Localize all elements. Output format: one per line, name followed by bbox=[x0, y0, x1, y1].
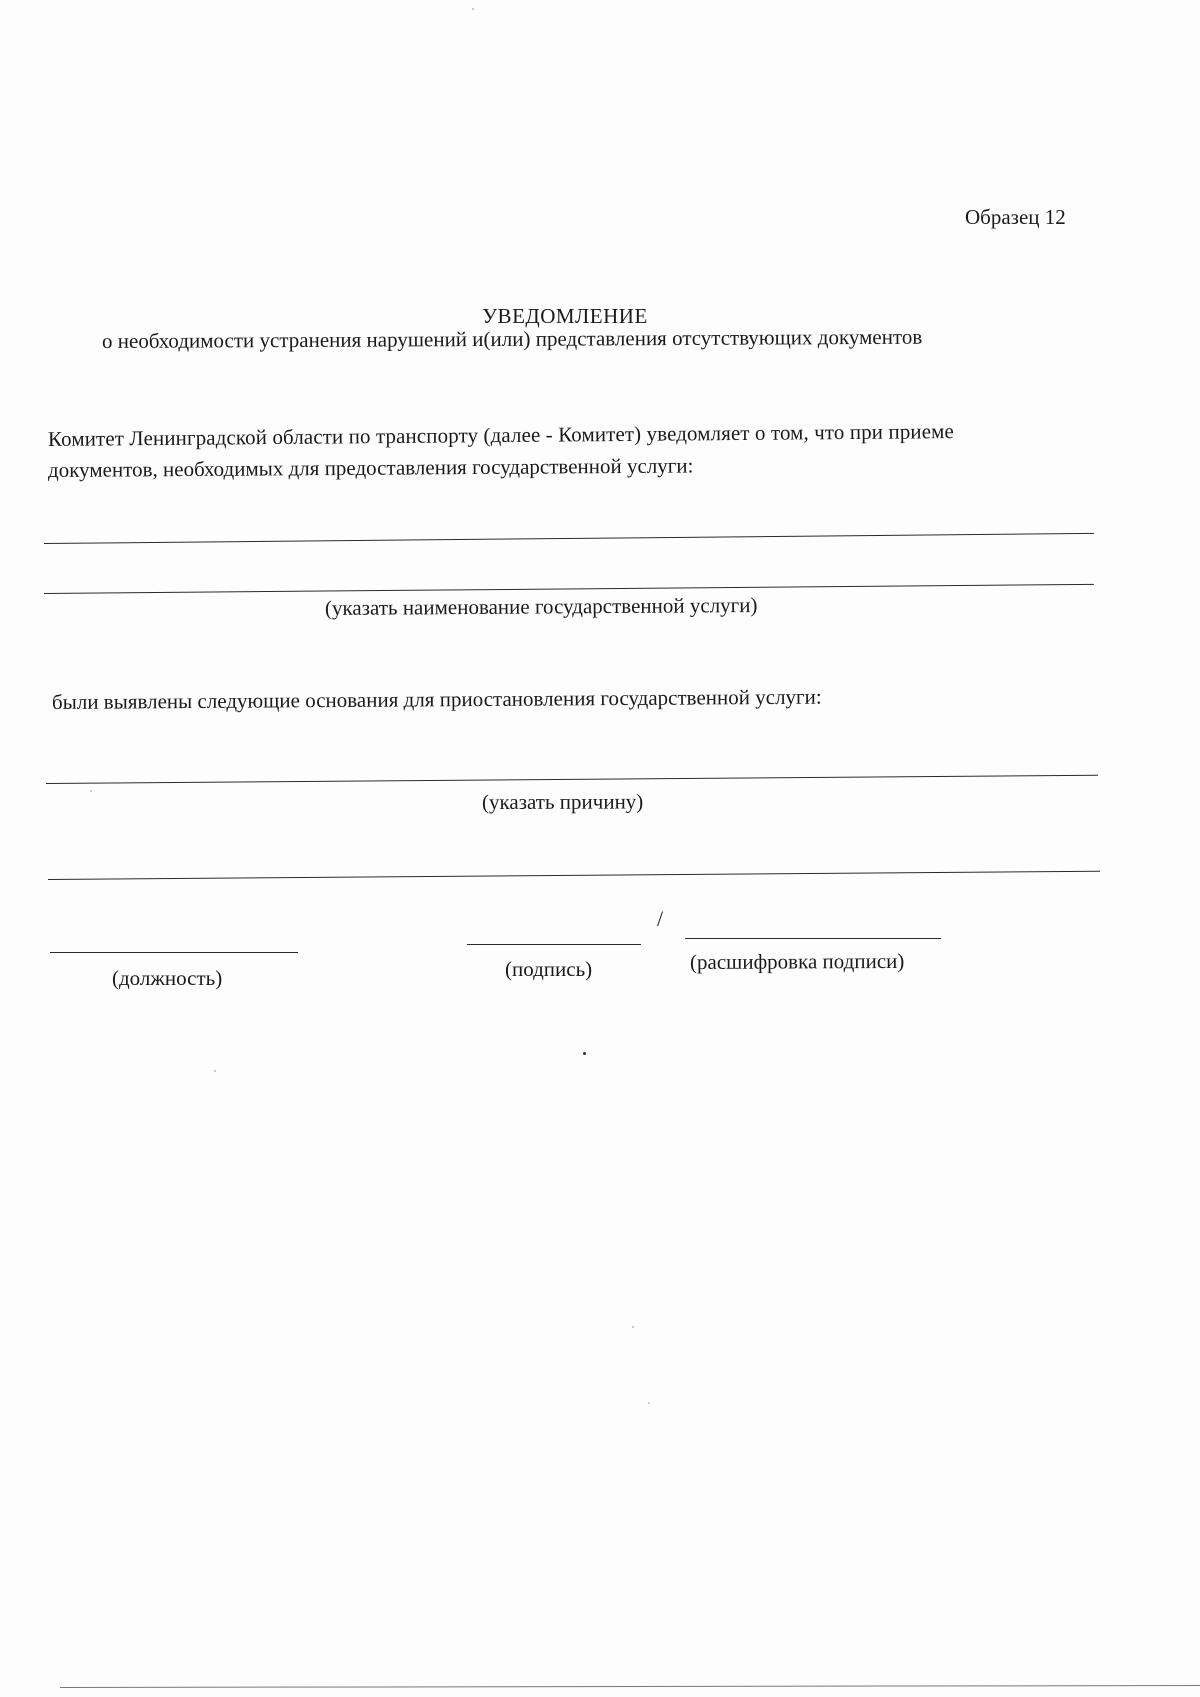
grounds-text: были выявлены следующие основания для приостановления государственной услуги: bbox=[51, 684, 822, 714]
body-text-line-2: документов, необходимых для предоставления государственной услуги: bbox=[47, 453, 694, 482]
signature-separator: / bbox=[657, 906, 664, 931]
scan-speck bbox=[90, 790, 92, 792]
reason-fill-line-1 bbox=[46, 775, 1098, 784]
scan-speck bbox=[214, 1070, 216, 1072]
scan-speck bbox=[648, 1402, 650, 1404]
sample-number: Образец 12 bbox=[965, 205, 1066, 229]
page-subtitle: о необходимости устранения нарушений и(или) представления отсутствующих документов bbox=[101, 324, 923, 353]
body-text-line-1: Комитет Ленинградской области по транспорту (далее - Комитет) уведомляет о том, что при приеме bbox=[47, 419, 955, 451]
reason-caption: (указать причину) bbox=[481, 789, 644, 814]
service-fill-line-2 bbox=[44, 584, 1094, 594]
signature-decode-fill-line bbox=[685, 938, 941, 939]
page-title: УВЕДОМЛЕНИЕ bbox=[482, 304, 648, 328]
reason-fill-line-2 bbox=[48, 871, 1100, 880]
service-fill-line-1 bbox=[44, 533, 1094, 544]
position-fill-line bbox=[50, 952, 298, 953]
stray-dot bbox=[583, 1052, 586, 1055]
signature-fill-line bbox=[467, 944, 641, 945]
signature-decode-caption: (расшифровка подписи) bbox=[689, 948, 905, 974]
scan-speck bbox=[632, 1326, 634, 1328]
scan-bottom-edge bbox=[60, 1685, 1200, 1688]
signature-caption: (подпись) bbox=[505, 957, 593, 981]
position-caption: (должность) bbox=[112, 966, 223, 990]
service-name-caption: (указать наименование государственной услуги) bbox=[324, 592, 758, 620]
scan-speck bbox=[472, 8, 474, 10]
